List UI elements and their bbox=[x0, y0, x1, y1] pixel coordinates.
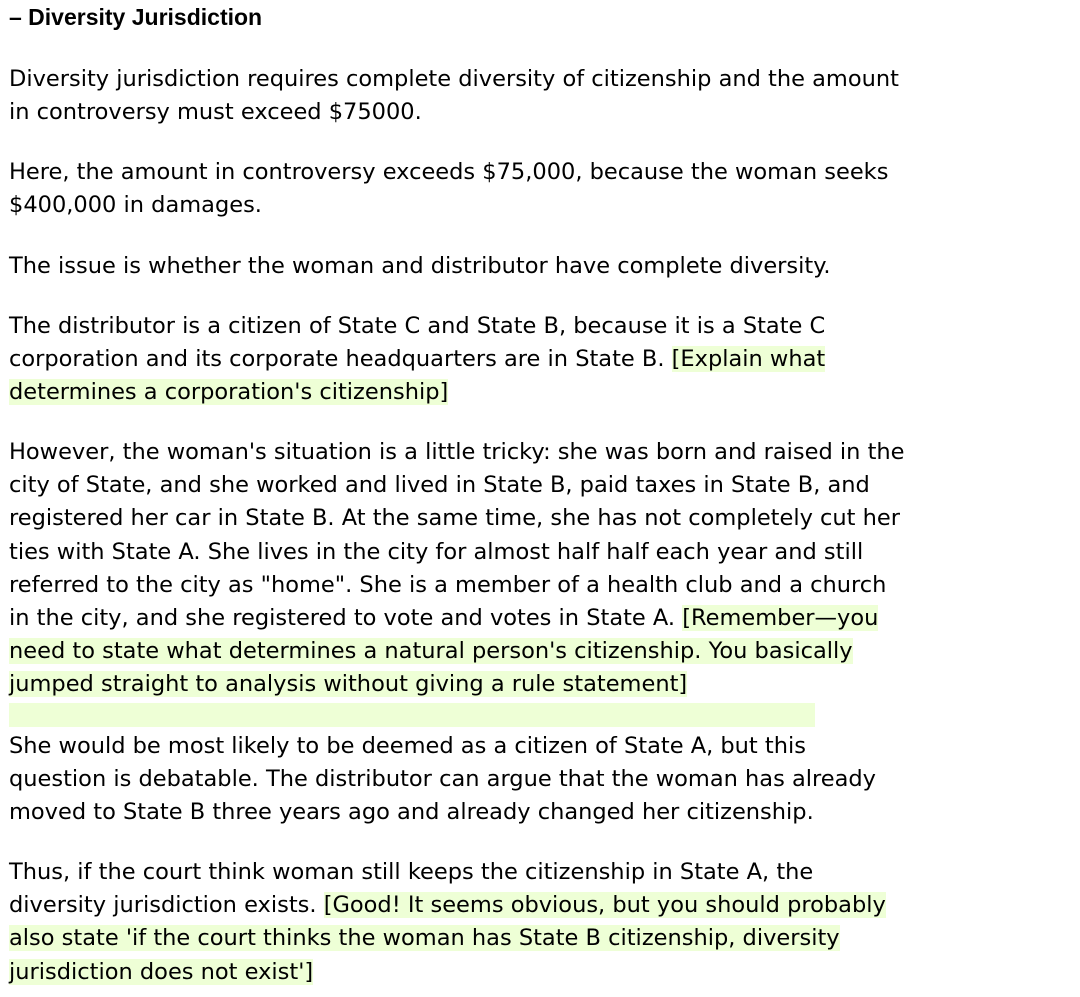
text-line bbox=[9, 376, 1080, 409]
text-line: $400,000 in damages. bbox=[9, 192, 262, 219]
text-span: in the city, and she registered to vote and votes in State A. bbox=[9, 604, 683, 631]
text-line bbox=[9, 635, 1080, 668]
feedback-comment: [Explain what bbox=[671, 346, 826, 373]
feedback-comment: jumped straight to analysis without giving a rule statement] bbox=[9, 671, 688, 698]
paragraph-woman bbox=[9, 436, 1080, 702]
text-line: She would be most likely to be deemed as a citizen of State A, but this bbox=[9, 733, 806, 759]
text-line bbox=[9, 922, 1080, 955]
feedback-comment: determines a corporation's citizenship] bbox=[9, 379, 449, 406]
paragraph-rule bbox=[9, 63, 1080, 129]
text-line bbox=[9, 889, 1080, 922]
text-line: moved to State B three years ago and already changed her citizenship. bbox=[9, 799, 814, 826]
paragraph-issue bbox=[9, 250, 1080, 283]
text-span: corporation and its corporate headquarters are in State B. bbox=[9, 346, 672, 373]
feedback-comment: jurisdiction does not exist'] bbox=[9, 958, 314, 985]
paragraph-debatable bbox=[9, 730, 1080, 830]
text-line bbox=[9, 668, 1080, 701]
text-line: ties with State A. She lives in the city for almost half half each year and still bbox=[9, 538, 864, 565]
text-line: However, the woman's situation is a little tricky: she was born and raised in the bbox=[9, 439, 905, 465]
text-line: city of State, and she worked and lived in State B, paid taxes in State B, and bbox=[9, 472, 870, 499]
text-span: diversity jurisdiction exists. bbox=[9, 892, 324, 919]
feedback-comment: [Remember—you bbox=[682, 604, 879, 631]
feedback-comment: need to state what determines a natural person's citizenship. You basically bbox=[9, 638, 853, 665]
paragraph-conclusion bbox=[9, 856, 1080, 989]
paragraph-distributor bbox=[9, 310, 1080, 410]
text-line: registered her car in State B. At the same time, she has not completely cut her bbox=[9, 505, 901, 532]
text-line bbox=[9, 343, 1080, 376]
text-line bbox=[9, 956, 1080, 989]
section-heading: – Diversity Jurisdiction bbox=[9, 4, 263, 30]
paragraph-amount bbox=[9, 156, 1080, 222]
text-line: Diversity jurisdiction requires complete diversity of citizenship and the amount bbox=[9, 66, 899, 92]
text-line: Here, the amount in controversy exceeds $75,000, because the woman seeks bbox=[9, 159, 889, 185]
text-line: The distributor is a citizen of State C and State B, because it is a State C bbox=[9, 313, 826, 339]
feedback-comment: also state 'if the court thinks the woman has State B citizenship, diversity bbox=[9, 925, 840, 952]
text-line bbox=[9, 602, 1080, 635]
highlight-band bbox=[9, 703, 815, 727]
text-line: question is debatable. The distributor can argue that the woman has already bbox=[9, 766, 876, 793]
feedback-comment: [Good! It seems obvious, but you should probably bbox=[323, 892, 886, 919]
text-line: Thus, if the court think woman still keeps the citizenship in State A, the bbox=[9, 859, 814, 885]
text-line: in controversy must exceed $75000. bbox=[9, 99, 422, 126]
text-line: The issue is whether the woman and distributor have complete diversity. bbox=[9, 253, 831, 279]
text-line: referred to the city as "home". She is a member of a health club and a church bbox=[9, 571, 887, 598]
